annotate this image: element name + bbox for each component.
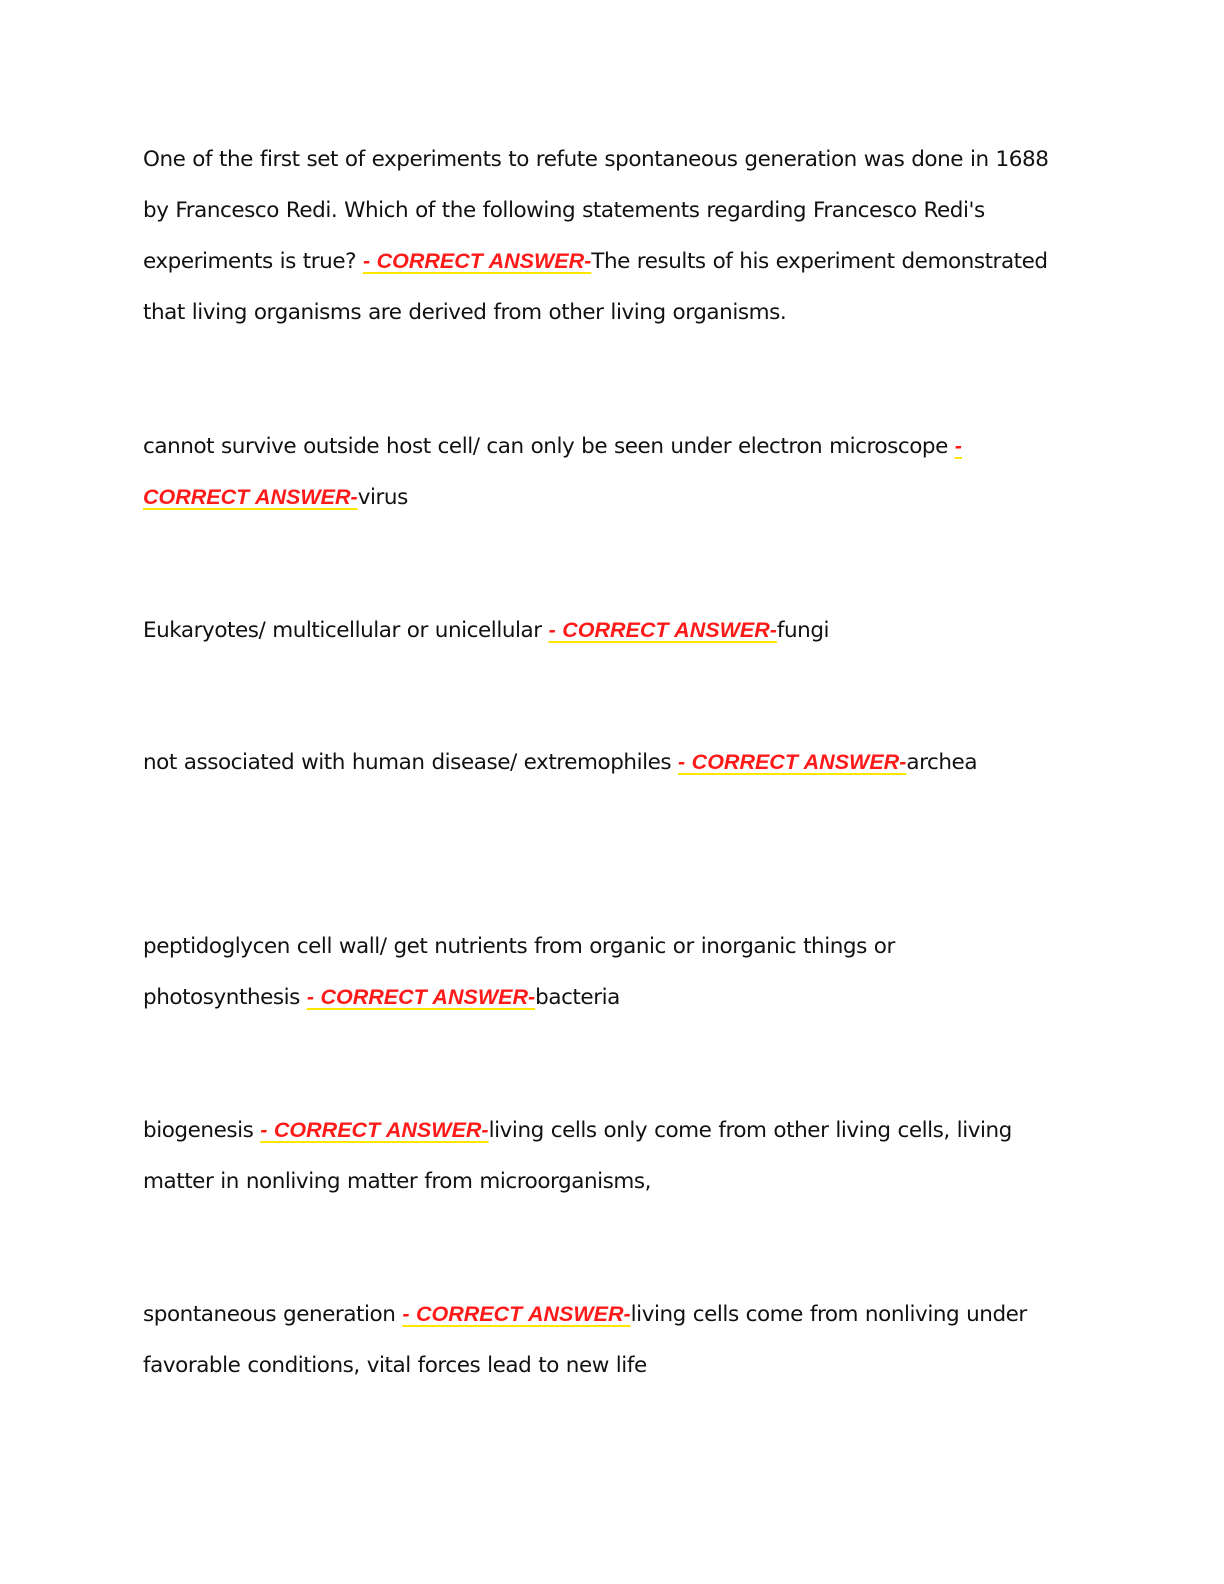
correct-answer-marker: - CORRECT ANSWER- [260,1118,489,1142]
answer-text: The results of his experiment demonstrated that living organisms are derived from other living organisms. [143,249,1048,325]
correct-answer-marker: - CORRECT ANSWER- [678,750,907,774]
correct-answer-marker: - CORRECT ANSWER- [402,1302,631,1326]
answer-text: fungi [776,618,830,643]
qa-item-redi-experiments [143,134,1073,338]
qa-item-bacteria [143,921,1023,1023]
answer-text: living cells only come from other living cells, living matter in nonliving matter from microorganisms, [143,1118,1012,1194]
question-text: spontaneous generation [143,1302,403,1327]
question-text: One of the first set of experiments to refute spontaneous generation was done in 1688 by Francesco Redi. Which of the following statements regarding Francesco Redi's experiments is true? [143,147,1049,274]
qa-item-biogenesis [143,1105,1073,1207]
correct-answer-marker: - CORRECT ANSWER- [306,985,536,1009]
question-text: cannot survive outside host cell/ can only be seen under electron microscope [143,434,955,459]
correct-answer-marker: - CORRECT ANSWER- [143,434,962,509]
answer-text: virus [357,485,408,510]
qa-item-virus [143,421,1073,523]
qa-item-archea [143,737,1013,788]
answer-text: living cells come from nonliving under favorable conditions, vital forces lead to new life [143,1302,1027,1378]
answer-text: bacteria [535,985,620,1010]
correct-answer-marker: - CORRECT ANSWER- [548,618,777,642]
question-text: biogenesis [143,1118,261,1143]
question-text: Eukaryotes/ multicellular or unicellular [143,618,549,643]
question-text: peptidoglycen cell wall/ get nutrients from organic or inorganic things or photosynthesis [143,934,895,1010]
correct-answer-marker: - CORRECT ANSWER- [362,249,592,273]
qa-item-fungi [143,605,1073,656]
answer-text: archea [906,750,978,775]
qa-item-spontaneous-generation [143,1289,1073,1391]
question-text: not associated with human disease/ extremophiles [143,750,679,775]
